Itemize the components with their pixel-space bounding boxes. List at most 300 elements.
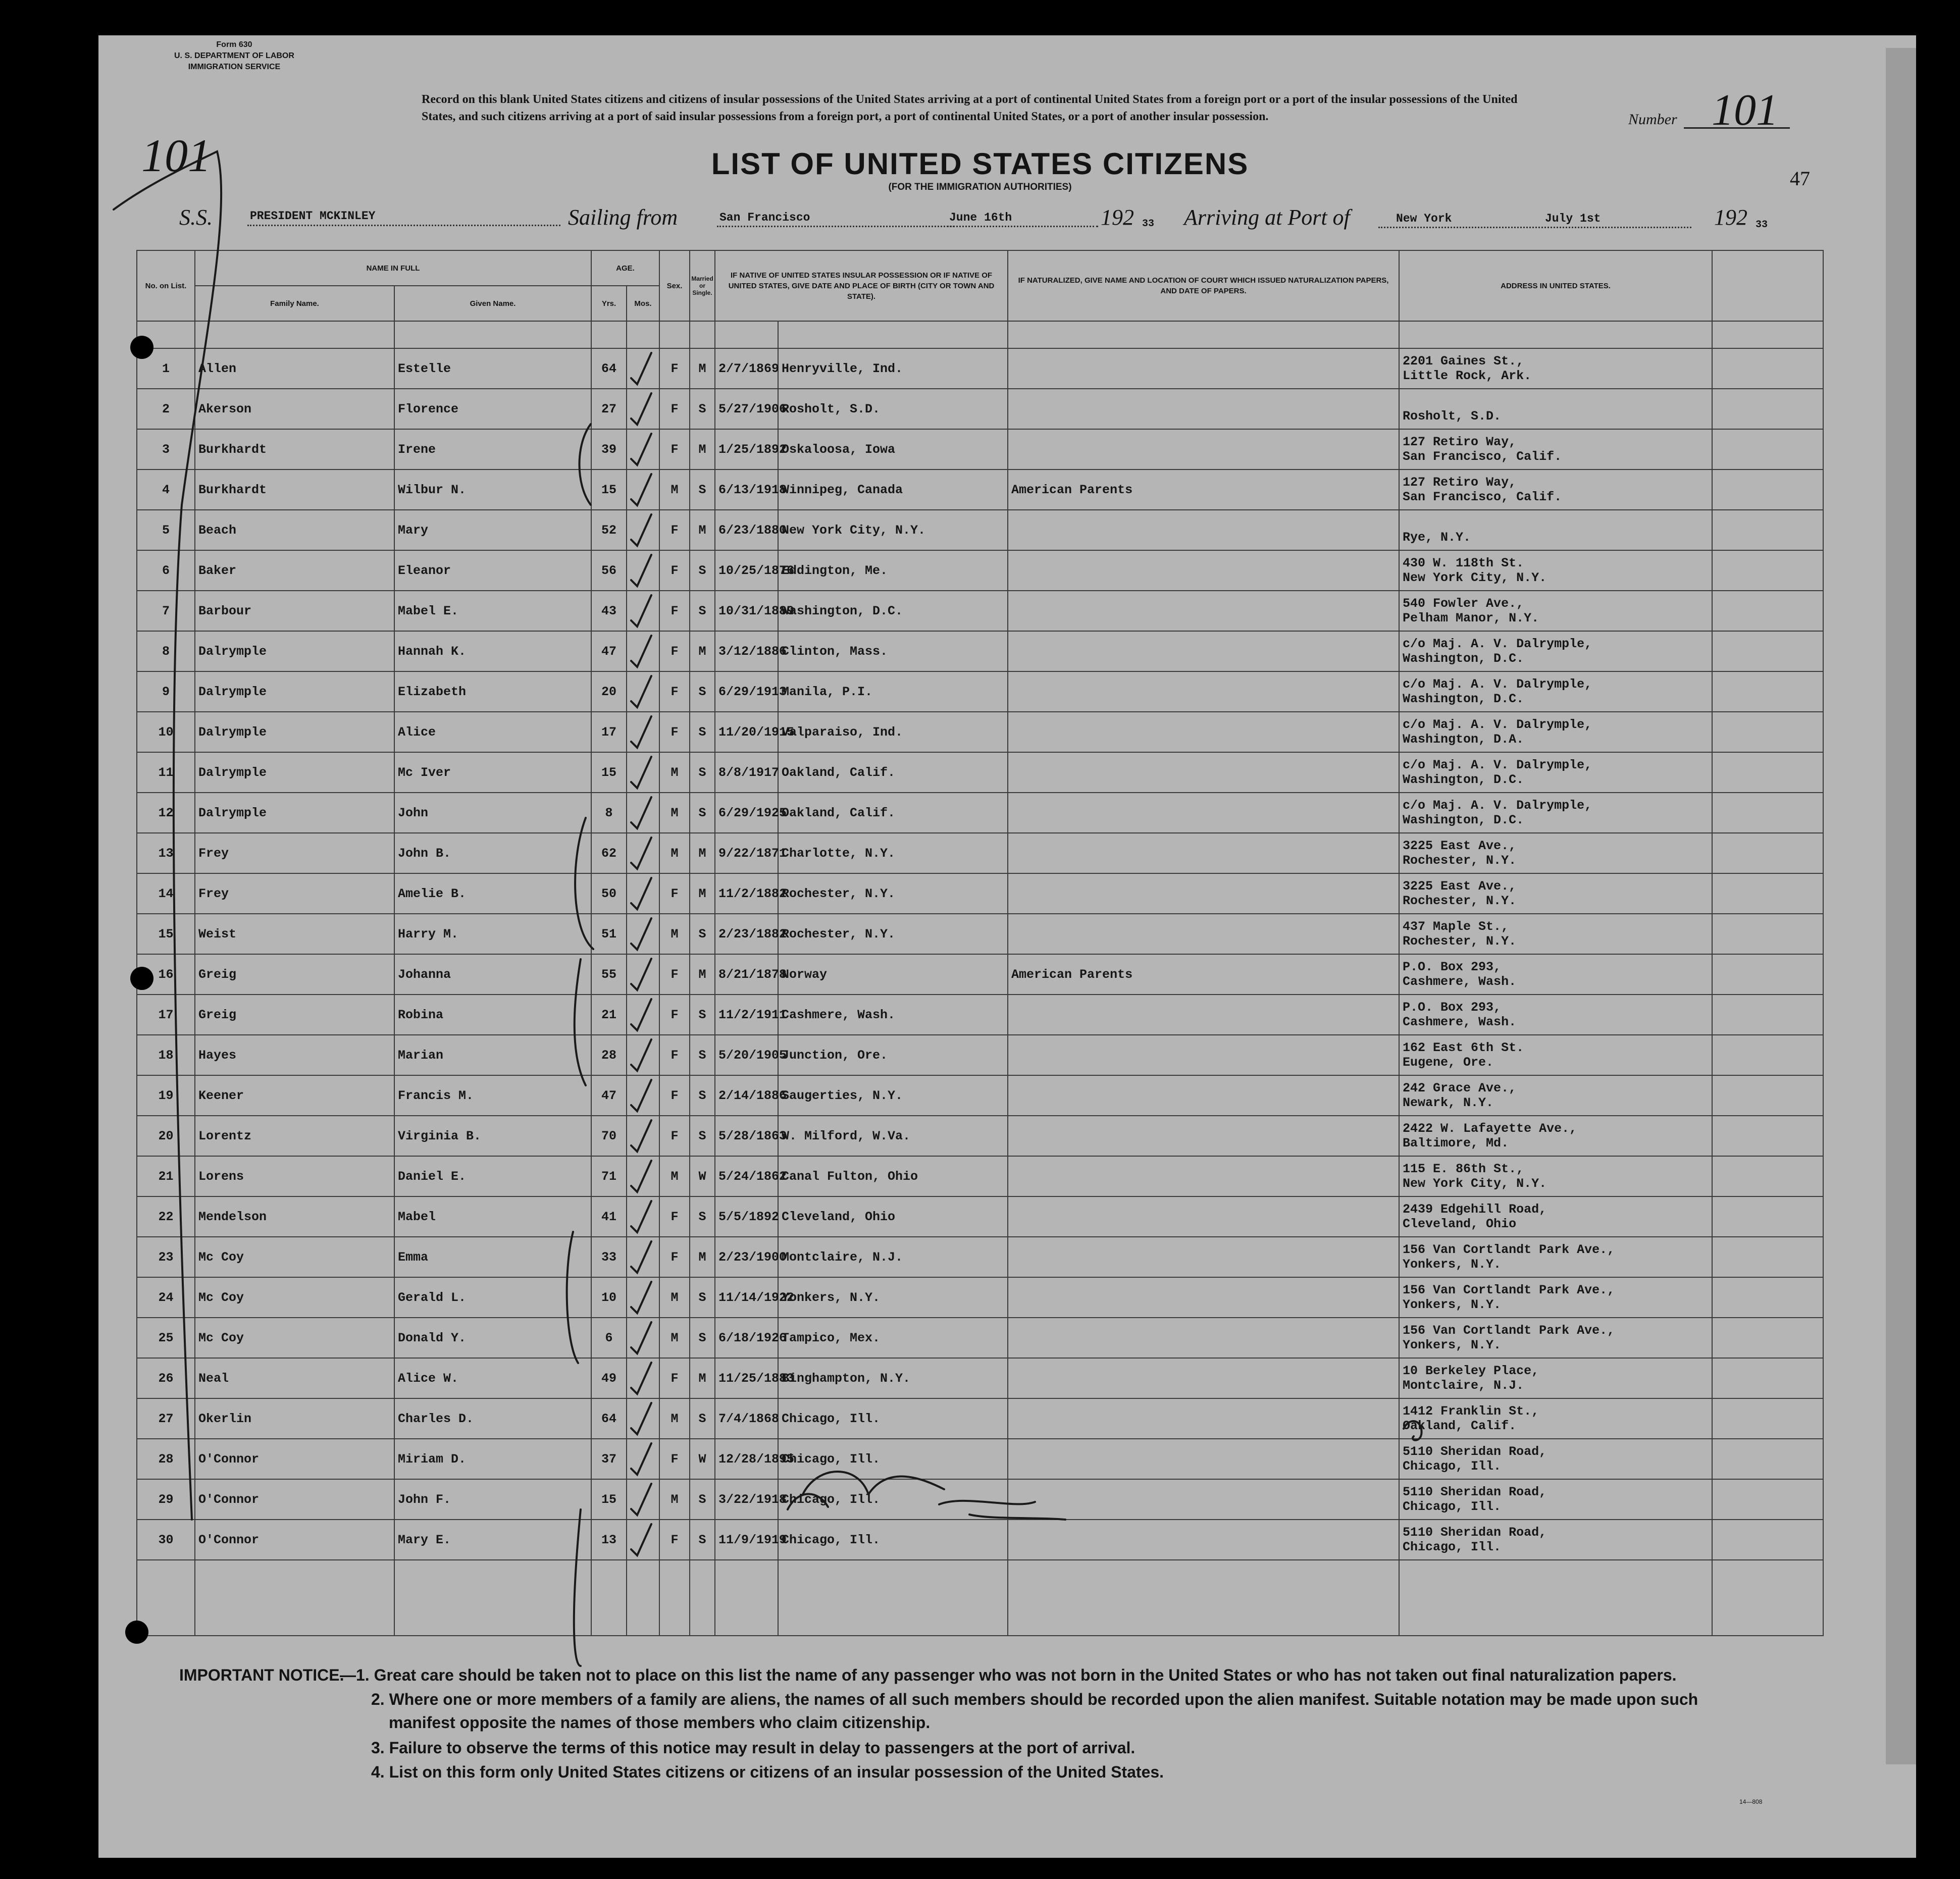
col-header-mos: Mos. [627, 286, 659, 321]
address-line: P.O. Box 293, [1403, 960, 1502, 974]
family-name: Dalrymple [195, 712, 394, 752]
age-years: 27 [591, 389, 627, 429]
given-name: Virginia B. [394, 1116, 591, 1156]
marital-status: M [690, 954, 715, 995]
bracket-stroke [114, 151, 221, 1520]
address-line: Yonkers, N.Y. [1403, 1257, 1502, 1272]
row-number: 23 [137, 1237, 195, 1277]
birth-date: 5/27/1906 [715, 389, 778, 429]
notice-item-2-cont: manifest opposite the names of those members who claim citizenship. [389, 1713, 931, 1732]
birth-place: Norway [778, 954, 1008, 995]
birth-place: Oskaloosa, Iowa [778, 429, 1008, 469]
notice-item-2: 2. Where one or more members of a family are aliens, the names of all such members should be recorded upon the alien manifest. Suitable notation may be made upon such [371, 1690, 1698, 1708]
birth-date: 5/24/1862 [715, 1156, 778, 1196]
handwritten-list-number: 101 [141, 130, 211, 181]
family-name: O'Connor [195, 1479, 394, 1520]
ship-name: PRESIDENT MCKINLEY [250, 210, 376, 223]
address-line: 156 Van Cortlandt Park Ave., [1403, 1283, 1615, 1297]
address-line: Rye, N.Y. [1403, 530, 1471, 545]
col-header-age: AGE. [591, 250, 659, 286]
address-line: Little Rock, Ark. [1403, 369, 1532, 383]
family-name: Hayes [195, 1035, 394, 1075]
address-line: 540 Fowler Ave., [1403, 596, 1524, 611]
family-name: Neal [195, 1358, 394, 1398]
birth-date: 8/21/1878 [715, 954, 778, 995]
inspector-signature [803, 1472, 1065, 1520]
sex: F [659, 1358, 690, 1398]
check-mark-column [631, 353, 651, 1555]
family-name: Burkhardt [195, 429, 394, 469]
birth-place: Chicago, Ill. [778, 1479, 1008, 1520]
age-years: 33 [591, 1237, 627, 1277]
birth-place: Yonkers, N.Y. [778, 1277, 1008, 1318]
row-number: 13 [137, 833, 195, 873]
row-number: 21 [137, 1156, 195, 1196]
col-header-name: NAME IN FULL [195, 250, 591, 286]
check-mark [631, 878, 651, 909]
page-number: 47 [1790, 167, 1810, 190]
row-number: 4 [137, 469, 195, 510]
birth-date: 3/12/1886 [715, 631, 778, 671]
sailing-year-prefix: 192 [1101, 205, 1134, 230]
count-230 [788, 1494, 828, 1509]
col-header-married: Married or Single. [690, 250, 715, 321]
sailing-from-port: San Francisco [719, 211, 810, 224]
sex: F [659, 1237, 690, 1277]
given-name: Hannah K. [394, 631, 591, 671]
birth-date: 10/25/1876 [715, 550, 778, 591]
sex: F [659, 550, 690, 591]
address-line: 2201 Gaines St., [1403, 354, 1524, 369]
birth-place: Montclaire, N.J. [778, 1237, 1008, 1277]
sex: M [659, 914, 690, 954]
address-line: Newark, N.Y. [1403, 1095, 1494, 1110]
check-mark [631, 1161, 651, 1192]
birth-date: 10/31/1889 [715, 591, 778, 631]
birth-date: 5/5/1892 [715, 1196, 778, 1237]
family-name: Allen [195, 348, 394, 389]
birth-place: Chicago, Ill. [778, 1439, 1008, 1479]
marital-status: S [690, 1277, 715, 1318]
sex: F [659, 873, 690, 914]
address-line: P.O. Box 293, [1403, 1000, 1502, 1015]
sailing-date: June 16th [949, 211, 1012, 224]
notice-heading: IMPORTANT NOTICE. [179, 1666, 344, 1684]
birth-place: Rochester, N.Y. [778, 914, 1008, 954]
birth-place: Henryville, Ind. [778, 348, 1008, 389]
marital-status: S [690, 995, 715, 1035]
address-line: 242 Grace Ave., [1403, 1081, 1517, 1095]
birth-date: 2/14/1886 [715, 1075, 778, 1116]
birth-date: 9/22/1871 [715, 833, 778, 873]
check-mark [631, 838, 651, 869]
sex: F [659, 348, 690, 389]
address-line: c/o Maj. A. V. Dalrymple, [1403, 758, 1592, 772]
age-years: 70 [591, 1116, 627, 1156]
given-name: Florence [394, 389, 591, 429]
address-line: Rochester, N.Y. [1403, 853, 1517, 868]
family-name: Mendelson [195, 1196, 394, 1237]
form-number: Form 630 [216, 40, 252, 49]
marital-status: S [690, 389, 715, 429]
marital-status: S [690, 550, 715, 591]
family-name: Lorens [195, 1156, 394, 1196]
age-years: 62 [591, 833, 627, 873]
birth-date: 12/28/1895 [715, 1439, 778, 1479]
row-number: 10 [137, 712, 195, 752]
given-name: Mary E. [394, 1520, 591, 1560]
row-number: 30 [137, 1520, 195, 1560]
row-number: 9 [137, 671, 195, 712]
birth-place: Rochester, N.Y. [778, 873, 1008, 914]
address-line: Eugene, Ore. [1403, 1055, 1494, 1070]
check-mark [631, 636, 651, 667]
family-name: O'Connor [195, 1520, 394, 1560]
birth-place: Eddington, Me. [778, 550, 1008, 591]
sex: M [659, 469, 690, 510]
marital-status: M [690, 510, 715, 550]
brace-stroke-3 [575, 959, 586, 1085]
address-line: Chicago, Ill. [1403, 1499, 1502, 1514]
birth-date: 7/4/1868 [715, 1398, 778, 1439]
given-name: Estelle [394, 348, 591, 389]
birth-place: Cleveland, Ohio [778, 1196, 1008, 1237]
birth-place: Clinton, Mass. [778, 631, 1008, 671]
family-name: Beach [195, 510, 394, 550]
birth-place: Rosholt, S.D. [778, 389, 1008, 429]
sex: F [659, 510, 690, 550]
address-line: c/o Maj. A. V. Dalrymple, [1403, 717, 1592, 732]
brace-stroke-4 [567, 1232, 578, 1363]
birth-place: Oakland, Calif. [778, 793, 1008, 833]
birth-date: 2/23/1882 [715, 914, 778, 954]
family-name: Akerson [195, 389, 394, 429]
marital-status: W [690, 1439, 715, 1479]
age-years: 8 [591, 793, 627, 833]
family-name: Dalrymple [195, 752, 394, 793]
age-years: 56 [591, 550, 627, 591]
birth-date: 11/9/1919 [715, 1520, 778, 1560]
family-name: Mc Coy [195, 1277, 394, 1318]
row-number: 24 [137, 1277, 195, 1318]
sex: M [659, 1398, 690, 1439]
marital-status: M [690, 1358, 715, 1398]
check-mark [631, 1443, 651, 1475]
given-name: John [394, 793, 591, 833]
ss-label: S.S. [179, 205, 213, 230]
given-name: Mary [394, 510, 591, 550]
age-years: 52 [591, 510, 627, 550]
col-header-family: Family Name. [195, 286, 394, 321]
address-line: New York City, N.Y. [1403, 570, 1547, 585]
address-line: 5110 Sheridan Road, [1403, 1444, 1547, 1459]
birth-place: Canal Fulton, Ohio [778, 1156, 1008, 1196]
given-name: Amelie B. [394, 873, 591, 914]
notice-item-3: 3. Failure to observe the terms of this notice may result in delay to passengers at the port of arrival. [371, 1739, 1136, 1757]
address-line: 115 E. 86th St., [1403, 1162, 1524, 1176]
address-line: Pelham Manor, N.Y. [1403, 611, 1539, 625]
marital-status: M [690, 631, 715, 671]
given-name: Alice W. [394, 1358, 591, 1398]
service-name: IMMIGRATION SERVICE [188, 63, 281, 71]
birth-place: Valparaiso, Ind. [778, 712, 1008, 752]
form-instructions: Record on this blank United States citizens and citizens of insular possessions of the United States arriving at a port of continental United States from a foreign port or a port of the insular possessions of the United States, and such citizens arriving at a port of said insular possessions from a foreign port, a port of continental United States, or a port of another insular possession. [422, 93, 1518, 123]
birth-place: Charlotte, N.Y. [778, 833, 1008, 873]
number-label: Number [1628, 111, 1677, 128]
address-line: 127 Retiro Way, [1403, 435, 1517, 449]
marital-status: W [690, 1156, 715, 1196]
sex: M [659, 1318, 690, 1358]
marital-status: M [690, 873, 715, 914]
check-mark [631, 1282, 651, 1313]
arriving-label: Arriving at Port of [1184, 205, 1350, 230]
brace-stroke [580, 424, 591, 505]
given-name: Alice [394, 712, 591, 752]
given-name: Gerald L. [394, 1277, 591, 1318]
check-mark [631, 1080, 651, 1111]
row-number: 12 [137, 793, 195, 833]
family-name: O'Connor [195, 1439, 394, 1479]
age-years: 64 [591, 348, 627, 389]
birth-place: Tampico, Mex. [778, 1318, 1008, 1358]
check-mark [631, 595, 651, 627]
check-mark [631, 757, 651, 788]
given-name: Harry M. [394, 914, 591, 954]
family-name: Dalrymple [195, 631, 394, 671]
marital-status: S [690, 1116, 715, 1156]
birth-date: 11/25/1883 [715, 1358, 778, 1398]
address-line: 5110 Sheridan Road, [1403, 1525, 1547, 1540]
address-line: Washington, D.A. [1403, 732, 1524, 747]
sex: F [659, 954, 690, 995]
birth-place: Manila, P.I. [778, 671, 1008, 712]
row-number: 2 [137, 389, 195, 429]
family-name: Greig [195, 995, 394, 1035]
address-line: Yonkers, N.Y. [1403, 1297, 1502, 1312]
sex: F [659, 429, 690, 469]
check-mark [631, 1241, 651, 1273]
age-years: 49 [591, 1358, 627, 1398]
address-line: 3225 East Ave., [1403, 879, 1517, 894]
check-mark [631, 1322, 651, 1353]
row-number: 16 [137, 954, 195, 995]
sex: M [659, 752, 690, 793]
birth-place: Junction, Ore. [778, 1035, 1008, 1075]
age-years: 64 [591, 1398, 627, 1439]
given-name: Miriam D. [394, 1439, 591, 1479]
address-line: Chicago, Ill. [1403, 1540, 1502, 1554]
punch-hole-bottom [125, 1621, 148, 1644]
sex: M [659, 1277, 690, 1318]
marital-status: S [690, 1075, 715, 1116]
birth-date: 11/20/1915 [715, 712, 778, 752]
col-header-no: No. on List. [137, 250, 195, 321]
check-mark [631, 434, 651, 465]
check-mark [631, 474, 651, 505]
check-mark [631, 918, 651, 950]
birth-date: 6/29/1913 [715, 671, 778, 712]
birth-place: Chicago, Ill. [778, 1520, 1008, 1560]
col-header-sex: Sex. [659, 250, 690, 321]
family-name: Keener [195, 1075, 394, 1116]
address-line: San Francisco, Calif. [1403, 449, 1562, 464]
age-years: 41 [591, 1196, 627, 1237]
address-line: 2422 W. Lafayette Ave., [1403, 1121, 1577, 1136]
marital-status: S [690, 712, 715, 752]
arrival-year-suffix: 33 [1756, 219, 1768, 231]
family-name: Frey [195, 833, 394, 873]
row-number: 17 [137, 995, 195, 1035]
address-line: 162 East 6th St. [1403, 1040, 1524, 1055]
family-name: Okerlin [195, 1398, 394, 1439]
col-header-given: Given Name. [394, 286, 591, 321]
sex: F [659, 995, 690, 1035]
sex: F [659, 671, 690, 712]
row-number: 5 [137, 510, 195, 550]
address-line: 430 W. 118th St. [1403, 556, 1524, 570]
marital-status: M [690, 1237, 715, 1277]
document-subtitle: (FOR THE IMMIGRATION AUTHORITIES) [888, 182, 1072, 192]
birth-date: 8/8/1917 [715, 752, 778, 793]
marital-status: S [690, 1520, 715, 1560]
marital-status: M [690, 429, 715, 469]
row-number: 25 [137, 1318, 195, 1358]
check-mark [631, 1484, 651, 1515]
row-number: 28 [137, 1439, 195, 1479]
sex: F [659, 631, 690, 671]
address-line: Cashmere, Wash. [1403, 1015, 1517, 1029]
age-years: 20 [591, 671, 627, 712]
check-mark [631, 959, 651, 990]
list-number: 101 [1712, 86, 1778, 135]
given-name: Daniel E. [394, 1156, 591, 1196]
address-line: Washington, D.C. [1403, 651, 1524, 666]
check-mark [631, 1039, 651, 1071]
given-name: Johanna [394, 954, 591, 995]
address-line: Washington, D.C. [1403, 692, 1524, 706]
row-number: 15 [137, 914, 195, 954]
brace-stroke-2 [575, 818, 593, 949]
address-line: Washington, D.C. [1403, 813, 1524, 827]
check-mark [631, 1403, 651, 1434]
given-name: Emma [394, 1237, 591, 1277]
given-name: Elizabeth [394, 671, 591, 712]
given-name: Mabel E. [394, 591, 591, 631]
family-name: Dalrymple [195, 671, 394, 712]
given-name: John B. [394, 833, 591, 873]
birth-place: Oakland, Calif. [778, 752, 1008, 793]
row-number: 26 [137, 1358, 195, 1398]
sailing-year-suffix: 33 [1142, 218, 1155, 230]
sex: F [659, 1035, 690, 1075]
address-line: c/o Maj. A. V. Dalrymple, [1403, 637, 1592, 651]
address-line: 3225 East Ave., [1403, 839, 1517, 853]
marital-status: M [690, 833, 715, 873]
check-mark [631, 555, 651, 586]
address-line: Chicago, Ill. [1403, 1459, 1502, 1474]
address-line: Rochester, N.Y. [1403, 934, 1517, 949]
given-name: Mabel [394, 1196, 591, 1237]
arrival-date: July 1st [1545, 212, 1601, 225]
birth-place: Washington, D.C. [778, 591, 1008, 631]
family-name: Lorentz [195, 1116, 394, 1156]
marital-status: M [690, 348, 715, 389]
birth-date: 11/14/1922 [715, 1277, 778, 1318]
address-line: Montclaire, N.J. [1403, 1378, 1524, 1393]
row-number: 7 [137, 591, 195, 631]
marital-status: S [690, 591, 715, 631]
row-number: 20 [137, 1116, 195, 1156]
address-line: 5110 Sheridan Road, [1403, 1485, 1547, 1499]
address-line: 437 Maple St., [1403, 919, 1509, 934]
marital-status: S [690, 1035, 715, 1075]
marital-status: S [690, 1318, 715, 1358]
document-title: LIST OF UNITED STATES CITIZENS [711, 147, 1249, 181]
notice-item-1: —1. Great care should be taken not to place on this list the name of any passenger who was not born in the United States or who has not taken out final naturalization papers. [340, 1666, 1677, 1684]
age-years: 47 [591, 1075, 627, 1116]
age-years: 39 [591, 429, 627, 469]
check-mark [631, 353, 651, 384]
naturalization: American Parents [1008, 954, 1399, 995]
birth-place: New York City, N.Y. [778, 510, 1008, 550]
department-name: U. S. DEPARTMENT OF LABOR [174, 51, 294, 60]
row-number: 8 [137, 631, 195, 671]
age-years: 6 [591, 1318, 627, 1358]
given-name: Wilbur N. [394, 469, 591, 510]
given-name: Donald Y. [394, 1318, 591, 1358]
age-years: 47 [591, 631, 627, 671]
birth-place: W. Milford, W.Va. [778, 1116, 1008, 1156]
address-line: 1412 Franklin St., [1403, 1404, 1539, 1419]
age-years: 50 [591, 873, 627, 914]
birth-date: 11/2/1882 [715, 873, 778, 914]
check-mark [631, 514, 651, 546]
age-years: 15 [591, 1479, 627, 1520]
birth-place: Winnipeg, Canada [778, 469, 1008, 510]
row-number: 29 [137, 1479, 195, 1520]
birth-place: Saugerties, N.Y. [778, 1075, 1008, 1116]
birth-place: Chicago, Ill. [778, 1398, 1008, 1439]
address-line: San Francisco, Calif. [1403, 490, 1562, 504]
naturalization: American Parents [1008, 469, 1399, 510]
birth-date: 3/22/1918 [715, 1479, 778, 1520]
check-mark [631, 1363, 651, 1394]
row-number: 18 [137, 1035, 195, 1075]
age-years: 37 [591, 1439, 627, 1479]
sex: F [659, 1116, 690, 1156]
sailing-from-label: Sailing from [568, 205, 678, 230]
marital-status: S [690, 1196, 715, 1237]
sex: F [659, 712, 690, 752]
birth-date: 2/23/1900 [715, 1237, 778, 1277]
family-name: Baker [195, 550, 394, 591]
marital-status: S [690, 671, 715, 712]
given-name: Marian [394, 1035, 591, 1075]
given-name: John F. [394, 1479, 591, 1520]
age-years: 21 [591, 995, 627, 1035]
address-line: 10 Berkeley Place, [1403, 1364, 1539, 1378]
marital-status: S [690, 1398, 715, 1439]
age-years: 28 [591, 1035, 627, 1075]
check-mark [631, 393, 651, 425]
col-header-birth: IF NATIVE OF UNITED STATES INSULAR POSSESSION OR IF NATIVE OF UNITED STATES, GIVE DATE AND PLACE OF BIRTH (CITY OR TOWN AND STATE). [715, 250, 1008, 321]
sex: F [659, 389, 690, 429]
address-line: c/o Maj. A. V. Dalrymple, [1403, 677, 1592, 692]
punch-hole-top [130, 336, 153, 359]
age-years: 43 [591, 591, 627, 631]
age-years: 55 [591, 954, 627, 995]
punch-hole-middle [130, 967, 153, 990]
